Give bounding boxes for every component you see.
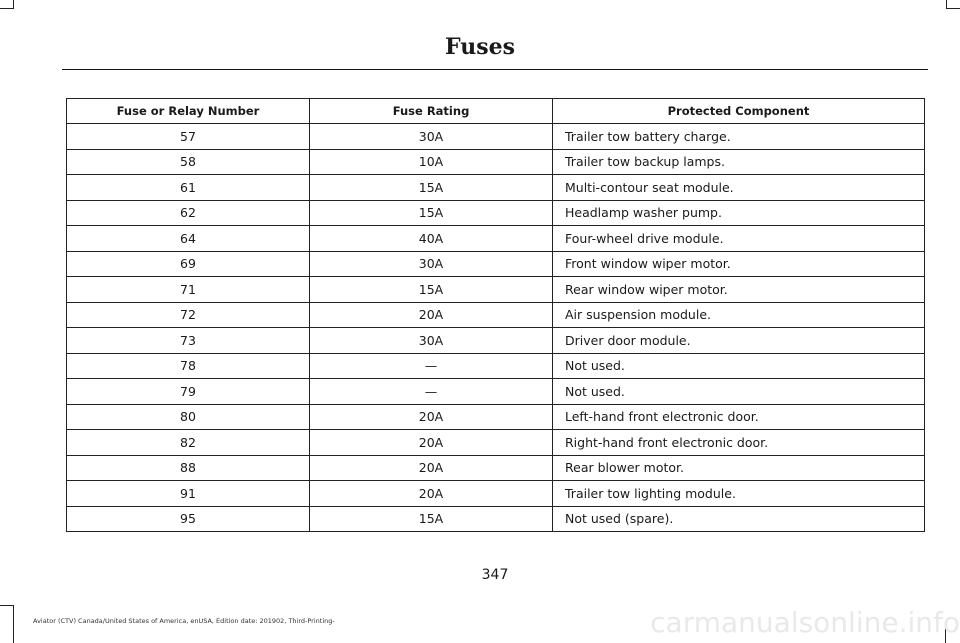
cell-protected-component: Trailer tow battery charge. bbox=[553, 124, 925, 150]
table-row bbox=[67, 175, 925, 201]
column-header-fuse-number: Fuse or Relay Number bbox=[67, 99, 310, 124]
cell-protected-component: Left-hand front electronic door. bbox=[553, 404, 925, 430]
table-row bbox=[67, 481, 925, 507]
cell-fuse-number: 64 bbox=[67, 226, 310, 252]
cell-protected-component: Multi-contour seat module. bbox=[553, 175, 925, 201]
cell-protected-component: Not used. bbox=[553, 379, 925, 405]
cell-fuse-rating: 15A bbox=[310, 277, 553, 303]
edition-footer: Aviator (CTV) Canada/United States of America, enUSA, Edition date: 201902, Third-Printing- bbox=[33, 617, 335, 625]
cell-fuse-number: 61 bbox=[67, 175, 310, 201]
table-header-row bbox=[67, 99, 925, 124]
table-row bbox=[67, 149, 925, 175]
cell-fuse-number: 88 bbox=[67, 455, 310, 481]
table-row bbox=[67, 124, 925, 150]
cell-fuse-number: 57 bbox=[67, 124, 310, 150]
cell-fuse-rating: 15A bbox=[310, 175, 553, 201]
crop-mark bbox=[0, 8, 14, 9]
cell-protected-component: Driver door module. bbox=[553, 328, 925, 354]
cell-fuse-number: 95 bbox=[67, 506, 310, 532]
cell-fuse-rating: 15A bbox=[310, 506, 553, 532]
cell-protected-component: Right-hand front electronic door. bbox=[553, 430, 925, 456]
cell-fuse-rating: 30A bbox=[310, 124, 553, 150]
cell-fuse-number: 62 bbox=[67, 200, 310, 226]
cell-protected-component: Not used. bbox=[553, 353, 925, 379]
table-row bbox=[67, 506, 925, 532]
column-header-protected-component: Protected Component bbox=[553, 99, 925, 124]
cell-fuse-rating: 20A bbox=[310, 302, 553, 328]
cell-fuse-number: 73 bbox=[67, 328, 310, 354]
table-row bbox=[67, 353, 925, 379]
table-row bbox=[67, 302, 925, 328]
watermark: carmanualsonline.info bbox=[650, 606, 960, 639]
cell-fuse-rating: 30A bbox=[310, 251, 553, 277]
cell-fuse-rating: 20A bbox=[310, 481, 553, 507]
cell-fuse-rating: 40A bbox=[310, 226, 553, 252]
page-title: Fuses bbox=[445, 34, 515, 60]
cell-protected-component: Rear window wiper motor. bbox=[553, 277, 925, 303]
cell-fuse-rating: 15A bbox=[310, 200, 553, 226]
cell-protected-component: Trailer tow lighting module. bbox=[553, 481, 925, 507]
cell-protected-component: Headlamp washer pump. bbox=[553, 200, 925, 226]
cell-fuse-number: 71 bbox=[67, 277, 310, 303]
cell-fuse-number: 58 bbox=[67, 149, 310, 175]
cell-fuse-rating: 20A bbox=[310, 430, 553, 456]
table-row bbox=[67, 430, 925, 456]
cell-protected-component: Not used (spare). bbox=[553, 506, 925, 532]
cell-fuse-number: 79 bbox=[67, 379, 310, 405]
cell-fuse-rating: 30A bbox=[310, 328, 553, 354]
table-row bbox=[67, 455, 925, 481]
crop-mark bbox=[13, 605, 14, 643]
crop-mark bbox=[946, 0, 947, 9]
cell-protected-component: Air suspension module. bbox=[553, 302, 925, 328]
table-row bbox=[67, 379, 925, 405]
table-row bbox=[67, 226, 925, 252]
crop-mark bbox=[0, 605, 14, 606]
cell-fuse-rating: — bbox=[310, 353, 553, 379]
cell-fuse-number: 69 bbox=[67, 251, 310, 277]
fuse-table bbox=[66, 98, 925, 532]
table-body bbox=[67, 124, 925, 532]
cell-protected-component: Rear blower motor. bbox=[553, 455, 925, 481]
table-row bbox=[67, 328, 925, 354]
cell-protected-component: Four-wheel drive module. bbox=[553, 226, 925, 252]
cell-fuse-number: 78 bbox=[67, 353, 310, 379]
cell-fuse-rating: 10A bbox=[310, 149, 553, 175]
column-header-fuse-rating: Fuse Rating bbox=[310, 99, 553, 124]
table-row bbox=[67, 404, 925, 430]
cell-fuse-number: 82 bbox=[67, 430, 310, 456]
crop-mark bbox=[946, 8, 960, 9]
cell-fuse-number: 91 bbox=[67, 481, 310, 507]
cell-fuse-rating: 20A bbox=[310, 404, 553, 430]
cell-fuse-rating: — bbox=[310, 379, 553, 405]
crop-mark bbox=[13, 0, 14, 9]
table-row bbox=[67, 200, 925, 226]
table-row bbox=[67, 251, 925, 277]
cell-fuse-number: 80 bbox=[67, 404, 310, 430]
title-divider bbox=[62, 69, 928, 70]
cell-protected-component: Front window wiper motor. bbox=[553, 251, 925, 277]
cell-fuse-number: 72 bbox=[67, 302, 310, 328]
cell-fuse-rating: 20A bbox=[310, 455, 553, 481]
table-row bbox=[67, 277, 925, 303]
cell-protected-component: Trailer tow backup lamps. bbox=[553, 149, 925, 175]
page-number: 347 bbox=[481, 567, 509, 583]
